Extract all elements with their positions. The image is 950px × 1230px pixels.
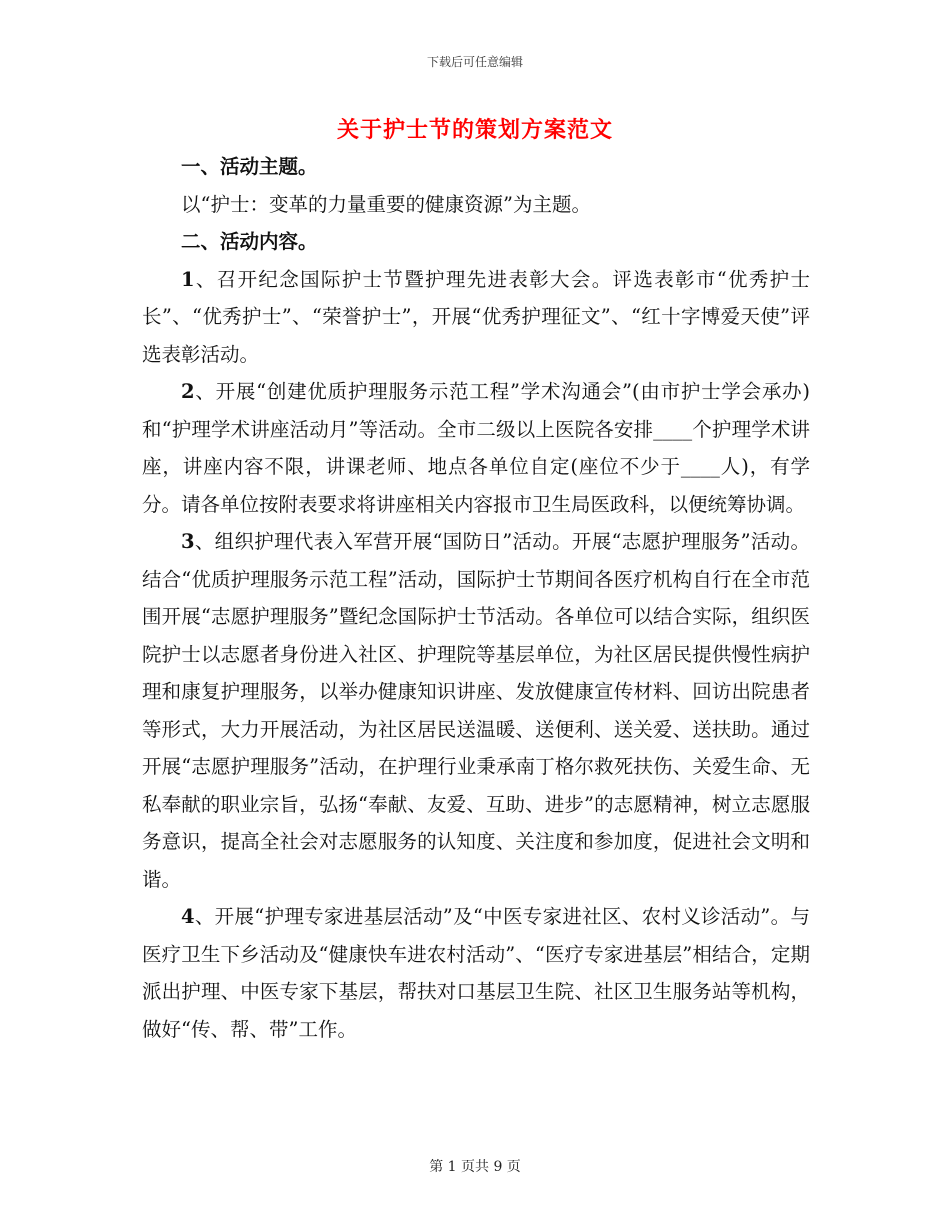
item-number: 3 — [181, 530, 195, 553]
item-text: 、开展“护理专家进基层活动”及“中医专家进社区、农村义诊活动”。与医疗卫生下乡活动及“健康快车进农村活动”、“医疗专家进基层”相结合，定期派出护理、中医专家下基层，帮扶对口基层卫生院、社区卫生服务站等机构，做好“传、帮、带”工作。 — [142, 905, 810, 1041]
section-heading-theme: 一、活动主题。 — [181, 155, 318, 178]
item-number: 2 — [181, 380, 195, 403]
paragraph-item-1 — [142, 261, 810, 374]
item-number: 4 — [181, 905, 195, 928]
item-number: 1 — [181, 267, 195, 291]
item-text: 、召开纪念国际护士节暨护理先进表彰大会。评选表彰市“优秀护士长”、“优秀护士”、“荣誉护士”，开展“优秀护理征文”、“红十字博爱天使”评选表彰活动。 — [142, 267, 810, 366]
paragraph-theme: 以“护士：变革的力量重要的健康资源”为主题。 — [181, 192, 591, 216]
section-heading-content: 二、活动内容。 — [181, 230, 318, 253]
document-title: 关于护士节的策划方案范文 — [336, 117, 613, 143]
paragraph-item-4 — [142, 898, 810, 1048]
paragraph-item-3 — [142, 523, 810, 898]
item-text: 、组织护理代表入军营开展“国防日”活动。开展“志愿护理服务”活动。结合“优质护理服务示范工程”活动，国际护士节期间各医疗机构自行在全市范围开展“志愿护理服务”暨纪念国际护士节活动。各单位可以结合实际，组织医院护士以志愿者身份进入社区、护理院等基层单位，为社区居民提供慢性病护理和康复护理服务，以举办健康知识讲座、发放健康宣传材料、回访出院患者等形式，大力开展活动，为社区居民送温暖、送便利、送关爱、送扶助。通过开展“志愿护理服务”活动，在护理行业秉承南丁格尔救死扶伤、关爱生命、无私奉献的职业宗旨，弘扬“奉献、友爱、互助、进步”的志愿精神，树立志愿服务意识，提高全社会对志愿服务的认知度、关注度和参加度，促进社会文明和谐。 — [142, 530, 810, 891]
header-note: 下载后可任意编辑 — [426, 55, 523, 69]
item-text: 、开展“创建优质护理服务示范工程”学术沟通会”(由市护士学会承办)和“护理学术讲座活动月”等活动。全市二级以上医院各安排____个护理学术讲座，讲座内容不限，讲课老师、地点各单位自定(座位不少于____人)，有学分。请各单位按附表要求将讲座相关内容报市卫生局医政科，以便统筹协调。 — [142, 380, 810, 516]
paragraph-item-2 — [142, 373, 810, 523]
page-number: 第 1 页共 9 页 — [429, 1159, 521, 1175]
document-body — [142, 148, 810, 1048]
